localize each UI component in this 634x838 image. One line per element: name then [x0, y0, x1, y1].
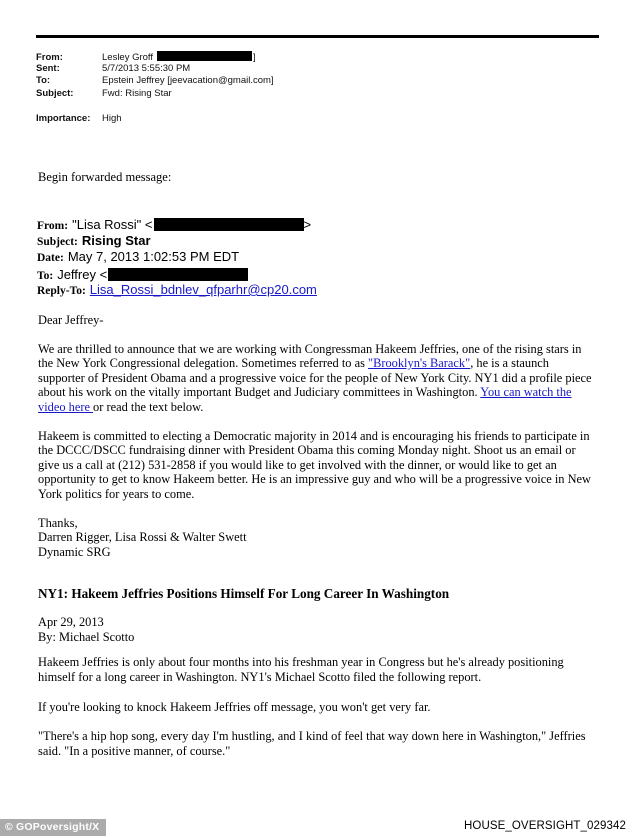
- document-bates-number: HOUSE_OVERSIGHT_029342: [464, 820, 626, 832]
- forwarded-value-date: May 7, 2013 1:02:53 PM EDT: [67, 249, 240, 264]
- article-headline: NY1: Hakeem Jeffries Positions Himself For Long Career In Washington: [38, 586, 450, 601]
- mail-header-value-to: Epstein Jeffrey [jeevacation@gmail.com]: [102, 75, 274, 87]
- header-divider-rule: [36, 35, 599, 38]
- sender-name: Lesley Groff: [102, 52, 154, 63]
- forwarded-value-to: Jeffrey <: [57, 266, 108, 282]
- mail-header-row-from: [36, 50, 596, 63]
- article-paragraph-3: "There's a hip hop song, every day I'm hustling, and I kind of feel that way down here in Washington," Jeffries said. "In a positive manner, of course.": [38, 729, 586, 759]
- body-p1-part-a: We are thrilled to announce that we are working with Congressman Hakeem Jeffries, one of the rising stars in the New York Congressional delegation. Sometimes referred to as: [38, 341, 582, 371]
- body-paragraph-2: Hakeem is committed to electing a Democratic majority in 2014 and is encouraging his friends to participate in the DCCC/DSCC fundraising dinner with President Obama this coming Monday night. Shoot us an email or give us a call at (212) 531-2858 if you would like to get involved with the dinner, or would like to get an opportunity to get to know Hakeem better. He is an impressive guy and who will be a progressive voice in New York politics for years to come.: [38, 428, 591, 501]
- mail-header-row-sent: [36, 63, 596, 76]
- body-paragraph-1: [38, 342, 598, 415]
- redaction-bar-forwarded-from: [154, 218, 304, 231]
- forwarded-header-block: [37, 216, 597, 299]
- signature-company: Dynamic SRG: [38, 544, 111, 559]
- body-p1-part-b: , he is a staunch supporter of President Obama and a progressive voice for the people of New York City. NY1 did a profile piece about his work on the vitally important Budget and Judiciary committees in Washington.: [38, 356, 592, 400]
- mail-header-value-sent: 5/7/2013 5:55:30 PM: [102, 62, 191, 74]
- forwarded-row-date: [37, 249, 597, 266]
- article-body: [38, 655, 598, 774]
- watch-video-link[interactable]: You can watch the video here: [38, 385, 572, 414]
- forwarded-value-from: "Lisa Rossi" <: [72, 217, 153, 232]
- article-paragraph-1: Hakeem Jeffries is only about four months into his freshman year in Congress but he's already positioning himself for a long career in Washington. NY1's Michael Scotto filed the following report.: [38, 655, 564, 684]
- body-p1-part-c: or read the text below.: [93, 399, 204, 414]
- mail-header-label-sent: Sent:: [36, 62, 60, 74]
- brooklyns-barack-link[interactable]: "Brooklyn's Barack": [368, 356, 471, 371]
- body-salutation: Dear Jeffrey-: [38, 313, 104, 327]
- forwarded-label-replyto: Reply-To:: [37, 285, 86, 297]
- mail-header-label-subject: Subject:: [36, 87, 74, 99]
- forwarded-row-from: [37, 216, 597, 233]
- mail-header-value-importance: High: [102, 113, 122, 125]
- mail-header-label-to: To:: [36, 75, 51, 87]
- forwarded-row-replyto: [37, 282, 597, 299]
- mail-header-row-importance: [36, 113, 596, 126]
- redaction-bar-forwarded-to: [108, 268, 248, 281]
- article-byline: By: Michael Scotto: [38, 630, 135, 645]
- email-body: [38, 313, 598, 559]
- source-watermark: © GOPoversight/X: [0, 819, 106, 836]
- from-bracket: ]: [253, 52, 256, 63]
- signature-signoff: Thanks,: [38, 515, 78, 530]
- article-date: Apr 29, 2013: [38, 615, 104, 629]
- signature-block: [38, 516, 598, 560]
- mail-header-value-subject: Fwd: Rising Star: [102, 87, 172, 99]
- forwarded-row-to: [37, 266, 597, 283]
- forwarded-label-subject: Subject:: [37, 235, 78, 248]
- mail-header-row-subject: [36, 88, 596, 101]
- mail-header-label-importance: Importance:: [36, 113, 91, 125]
- forwarded-label-from: From:: [37, 220, 69, 232]
- article-meta: [38, 615, 598, 645]
- signature-names: Darren Rigger, Lisa Rossi & Walter Swett: [38, 530, 247, 545]
- mail-header-row-to: [36, 75, 596, 88]
- forwarded-row-subject: [37, 233, 597, 250]
- article-paragraph-2: If you're looking to knock Hakeem Jeffries off message, you won't get very far.: [38, 699, 431, 714]
- forwarded-value-subject: Rising Star: [81, 232, 151, 248]
- forwarded-label-to: To:: [37, 269, 54, 282]
- forwarded-from-bracket: >: [303, 217, 312, 232]
- redaction-bar-from: [157, 51, 252, 61]
- mail-header-label-from: From:: [36, 52, 63, 63]
- mail-header-block: [36, 50, 596, 126]
- forwarded-message-intro: Begin forwarded message:: [38, 170, 172, 184]
- forwarded-label-date: Date:: [37, 252, 64, 264]
- replyto-email-link[interactable]: Lisa_Rossi_bdnlev_qfparhr@cp20.com: [89, 282, 317, 297]
